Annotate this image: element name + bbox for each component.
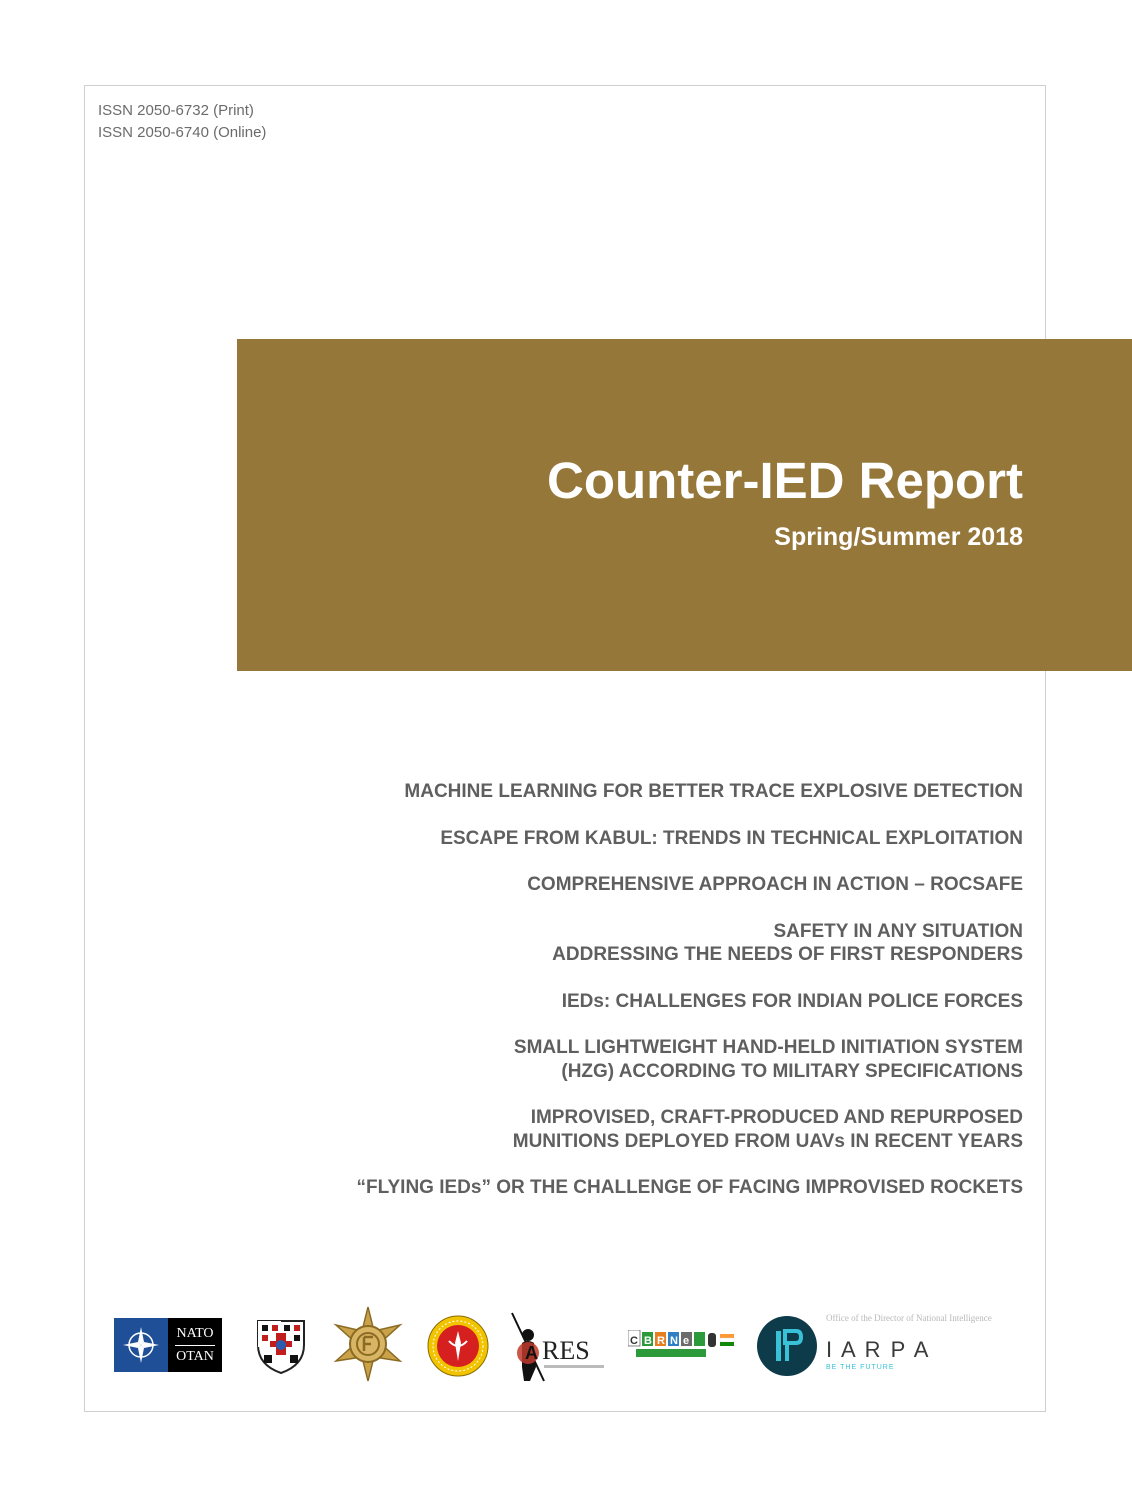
contents-item-line: “FLYING IEDs” OR THE CHALLENGE OF FACING IMPROVISED ROCKETS	[356, 1177, 1023, 1198]
iarpa-emblem-icon	[756, 1315, 818, 1377]
contents-item	[323, 1176, 1023, 1200]
contents-item	[323, 873, 1023, 897]
issn-print: ISSN 2050-6732 (Print)	[98, 102, 254, 119]
iarpa-name: I A R P A	[826, 1337, 931, 1362]
cbrne-logo	[628, 1330, 736, 1360]
ares-name: RES	[542, 1336, 590, 1365]
contents-item-line: IMPROVISED, CRAFT-PRODUCED AND REPURPOSED	[530, 1107, 1023, 1128]
cbrne-letter: C	[630, 1335, 638, 1347]
spartan-icon	[508, 1309, 608, 1385]
nato-compass-icon	[114, 1318, 168, 1372]
contents-item-line: (HZG) ACCORDING TO MILITARY SPECIFICATIONS	[561, 1060, 1023, 1082]
cbrne-letter: R	[657, 1335, 665, 1347]
contents-item-line: SAFETY IN ANY SITUATION	[773, 920, 1023, 942]
contents-item	[323, 780, 1023, 804]
contents-item	[323, 990, 1023, 1014]
cbrne-letter: e	[683, 1335, 690, 1347]
ares-logo	[508, 1309, 608, 1385]
report-edition: Spring/Summer 2018	[774, 523, 1023, 551]
contents-item-line: ADDRESSING THE NEEDS OF FIRST RESPONDERS	[552, 944, 1023, 965]
contents-item-line: MUNITIONS DEPLOYED FROM UAVs IN RECENT YEARS	[512, 1130, 1023, 1152]
eod-coe-badge-icon	[427, 1315, 489, 1377]
issn-block	[98, 100, 266, 144]
gold-star-emblem-icon	[330, 1305, 406, 1383]
contents-item-line: SMALL LIGHTWEIGHT HAND-HELD INITIATION SYSTEM	[513, 1037, 1023, 1058]
contents-item	[323, 920, 1023, 967]
svg-text:A: A	[525, 1343, 538, 1363]
contents-item	[323, 1106, 1023, 1153]
otan-label: OTAN	[176, 1348, 214, 1364]
contents-item	[323, 1036, 1023, 1083]
contents-item	[323, 827, 1023, 851]
contents-item-line: IEDs: CHALLENGES FOR INDIAN POLICE FORCES	[561, 990, 1023, 1012]
iarpa-office: Office of the Director of National Intelligence	[826, 1313, 992, 1323]
contents-list	[323, 780, 1023, 1223]
iarpa-logo	[756, 1313, 1034, 1379]
nato-logo	[114, 1318, 222, 1372]
nato-label: NATO	[176, 1325, 214, 1341]
report-title: Counter-IED Report	[547, 452, 1023, 509]
cbrne-letter: B	[644, 1335, 652, 1347]
issn-online: ISSN 2050-6740 (Online)	[98, 124, 267, 141]
coat-of-arms-icon	[254, 1315, 308, 1375]
partner-logos	[114, 1305, 1034, 1395]
cbrne-letter: N	[670, 1335, 678, 1347]
contents-item-line: MACHINE LEARNING FOR BETTER TRACE EXPLOSIVE DETECTION	[404, 781, 1023, 802]
contents-item-line: ESCAPE FROM KABUL: TRENDS IN TECHNICAL EXPLOITATION	[440, 827, 1023, 849]
contents-item-line: COMPREHENSIVE APPROACH IN ACTION – ROCSAFE	[527, 874, 1023, 895]
iarpa-tagline: BE THE FUTURE	[826, 1364, 895, 1371]
